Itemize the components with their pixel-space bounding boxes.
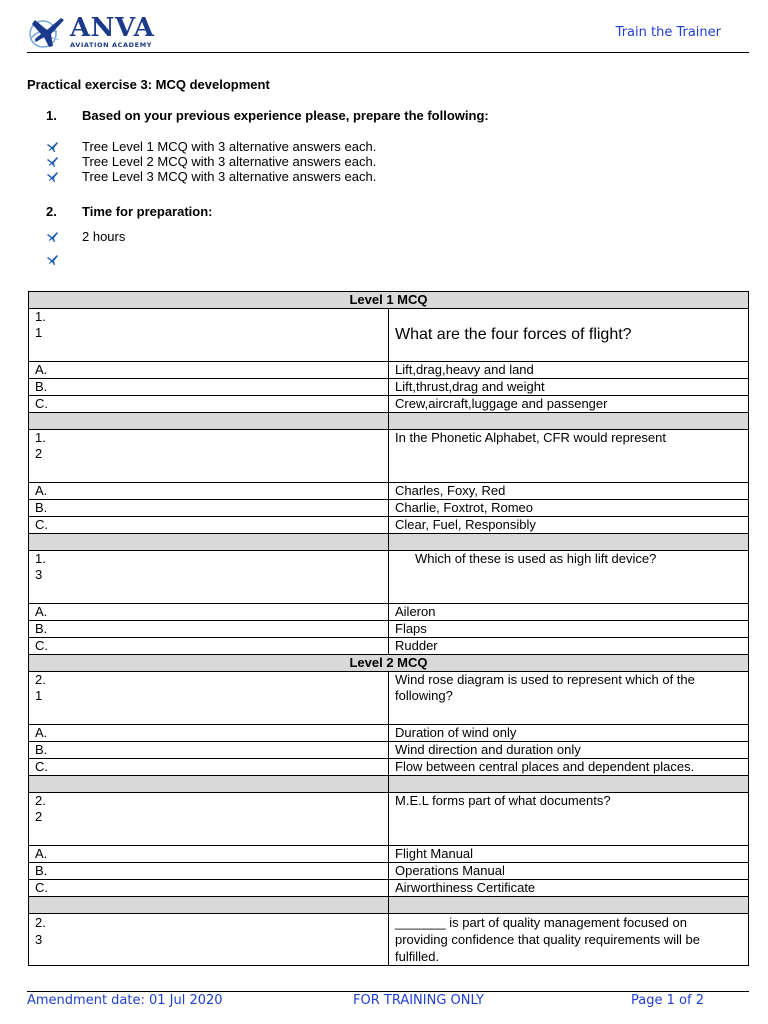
question-number: 1. 3	[29, 551, 389, 604]
instruction-item-2	[46, 204, 213, 219]
option-text: Lift,drag,heavy and land	[389, 362, 749, 379]
option-text: Rudder	[389, 638, 749, 655]
airplane-bullet-icon	[47, 171, 59, 183]
question-text: M.E.L forms part of what documents?	[389, 793, 749, 846]
item-text: Based on your previous experience please, prepare the following:	[82, 108, 489, 123]
option-text: Clear, Fuel, Responsibly	[389, 517, 749, 534]
bullet-text: Tree Level 1 MCQ with 3 alternative answers each.	[82, 139, 377, 154]
option-letter: A.	[29, 725, 389, 742]
option-text: Flight Manual	[389, 846, 749, 863]
option-text: Airworthiness Certificate	[389, 880, 749, 897]
option-row	[29, 517, 749, 534]
question-row	[29, 551, 749, 604]
option-text: Crew,aircraft,luggage and passenger	[389, 396, 749, 413]
question-number: 1. 1	[29, 309, 389, 362]
bullet-text: 2 hours	[82, 229, 126, 244]
separator-row	[29, 413, 749, 430]
option-row	[29, 846, 749, 863]
logo-name: ANVA	[70, 13, 155, 43]
option-row	[29, 483, 749, 500]
option-letter: C.	[29, 396, 389, 413]
instruction-item-1	[46, 108, 489, 123]
question-row	[29, 793, 749, 846]
logo-subtitle: AVIATION ACADEMY	[70, 41, 153, 49]
separator-row	[29, 534, 749, 551]
anva-logo	[27, 12, 167, 50]
option-row	[29, 621, 749, 638]
question-text: What are the four forces of flight?	[389, 309, 749, 362]
section-header-level-1	[29, 292, 749, 309]
option-letter: A.	[29, 483, 389, 500]
option-row	[29, 863, 749, 880]
option-row	[29, 742, 749, 759]
separator-row	[29, 897, 749, 914]
page-header	[27, 12, 749, 53]
option-letter: B.	[29, 863, 389, 880]
separator-row	[29, 776, 749, 793]
option-text: Charlie, Foxtrot, Romeo	[389, 500, 749, 517]
question-number: 2. 1	[29, 672, 389, 725]
option-text: Wind direction and duration only	[389, 742, 749, 759]
option-row	[29, 880, 749, 897]
option-row	[29, 362, 749, 379]
option-row	[29, 638, 749, 655]
option-text: Flow between central places and dependent places.	[389, 759, 749, 776]
airplane-globe-icon	[27, 12, 67, 50]
option-letter: C.	[29, 759, 389, 776]
option-letter: C.	[29, 638, 389, 655]
airplane-bullet-icon	[47, 156, 59, 168]
option-text: Operations Manual	[389, 863, 749, 880]
airplane-bullet-icon	[47, 254, 59, 266]
question-text: _______ is part of quality management focused on providing confidence that quality requirements will be fulfilled.	[389, 914, 749, 966]
option-text: Lift,thrust,drag and weight	[389, 379, 749, 396]
question-text: Which of these is used as high lift device?	[389, 551, 749, 604]
mcq-table	[28, 291, 749, 966]
question-row	[29, 672, 749, 725]
footer-notice: FOR TRAINING ONLY	[353, 993, 484, 1008]
option-text: Duration of wind only	[389, 725, 749, 742]
question-text: Wind rose diagram is used to represent which of the following?	[389, 672, 749, 725]
question-number: 2. 3	[29, 914, 389, 966]
option-letter: C.	[29, 517, 389, 534]
question-text: In the Phonetic Alphabet, CFR would represent	[389, 430, 749, 483]
item-text: Time for preparation:	[82, 204, 213, 219]
question-number: 1. 2	[29, 430, 389, 483]
option-letter: A.	[29, 846, 389, 863]
section-title: Level 2 MCQ	[29, 655, 749, 672]
exercise-title: Practical exercise 3: MCQ development	[27, 77, 270, 92]
option-row	[29, 604, 749, 621]
airplane-bullet-icon	[47, 141, 59, 153]
section-header-level-2	[29, 655, 749, 672]
header-course-title: Train the Trainer	[615, 25, 721, 40]
option-text: Aileron	[389, 604, 749, 621]
item-number: 1.	[46, 108, 57, 123]
amendment-date: Amendment date: 01 Jul 2020	[27, 993, 223, 1008]
option-letter: B.	[29, 621, 389, 638]
bullet-text: Tree Level 2 MCQ with 3 alternative answers each.	[82, 154, 377, 169]
airplane-bullet-icon	[47, 231, 59, 243]
question-number: 2. 2	[29, 793, 389, 846]
option-letter: A.	[29, 604, 389, 621]
option-row	[29, 396, 749, 413]
section-title: Level 1 MCQ	[29, 292, 749, 309]
bullet-text: Tree Level 3 MCQ with 3 alternative answers each.	[82, 169, 377, 184]
option-text: Flaps	[389, 621, 749, 638]
option-row	[29, 500, 749, 517]
option-letter: B.	[29, 742, 389, 759]
page-number: Page 1 of 2	[631, 993, 704, 1008]
option-text: Charles, Foxy, Red	[389, 483, 749, 500]
option-letter: A.	[29, 362, 389, 379]
option-row	[29, 725, 749, 742]
option-letter: B.	[29, 379, 389, 396]
option-row	[29, 759, 749, 776]
option-letter: C.	[29, 880, 389, 897]
question-row	[29, 914, 749, 966]
option-letter: B.	[29, 500, 389, 517]
item-number: 2.	[46, 204, 57, 219]
question-row	[29, 309, 749, 362]
option-row	[29, 379, 749, 396]
question-row	[29, 430, 749, 483]
page-footer	[27, 991, 749, 1012]
